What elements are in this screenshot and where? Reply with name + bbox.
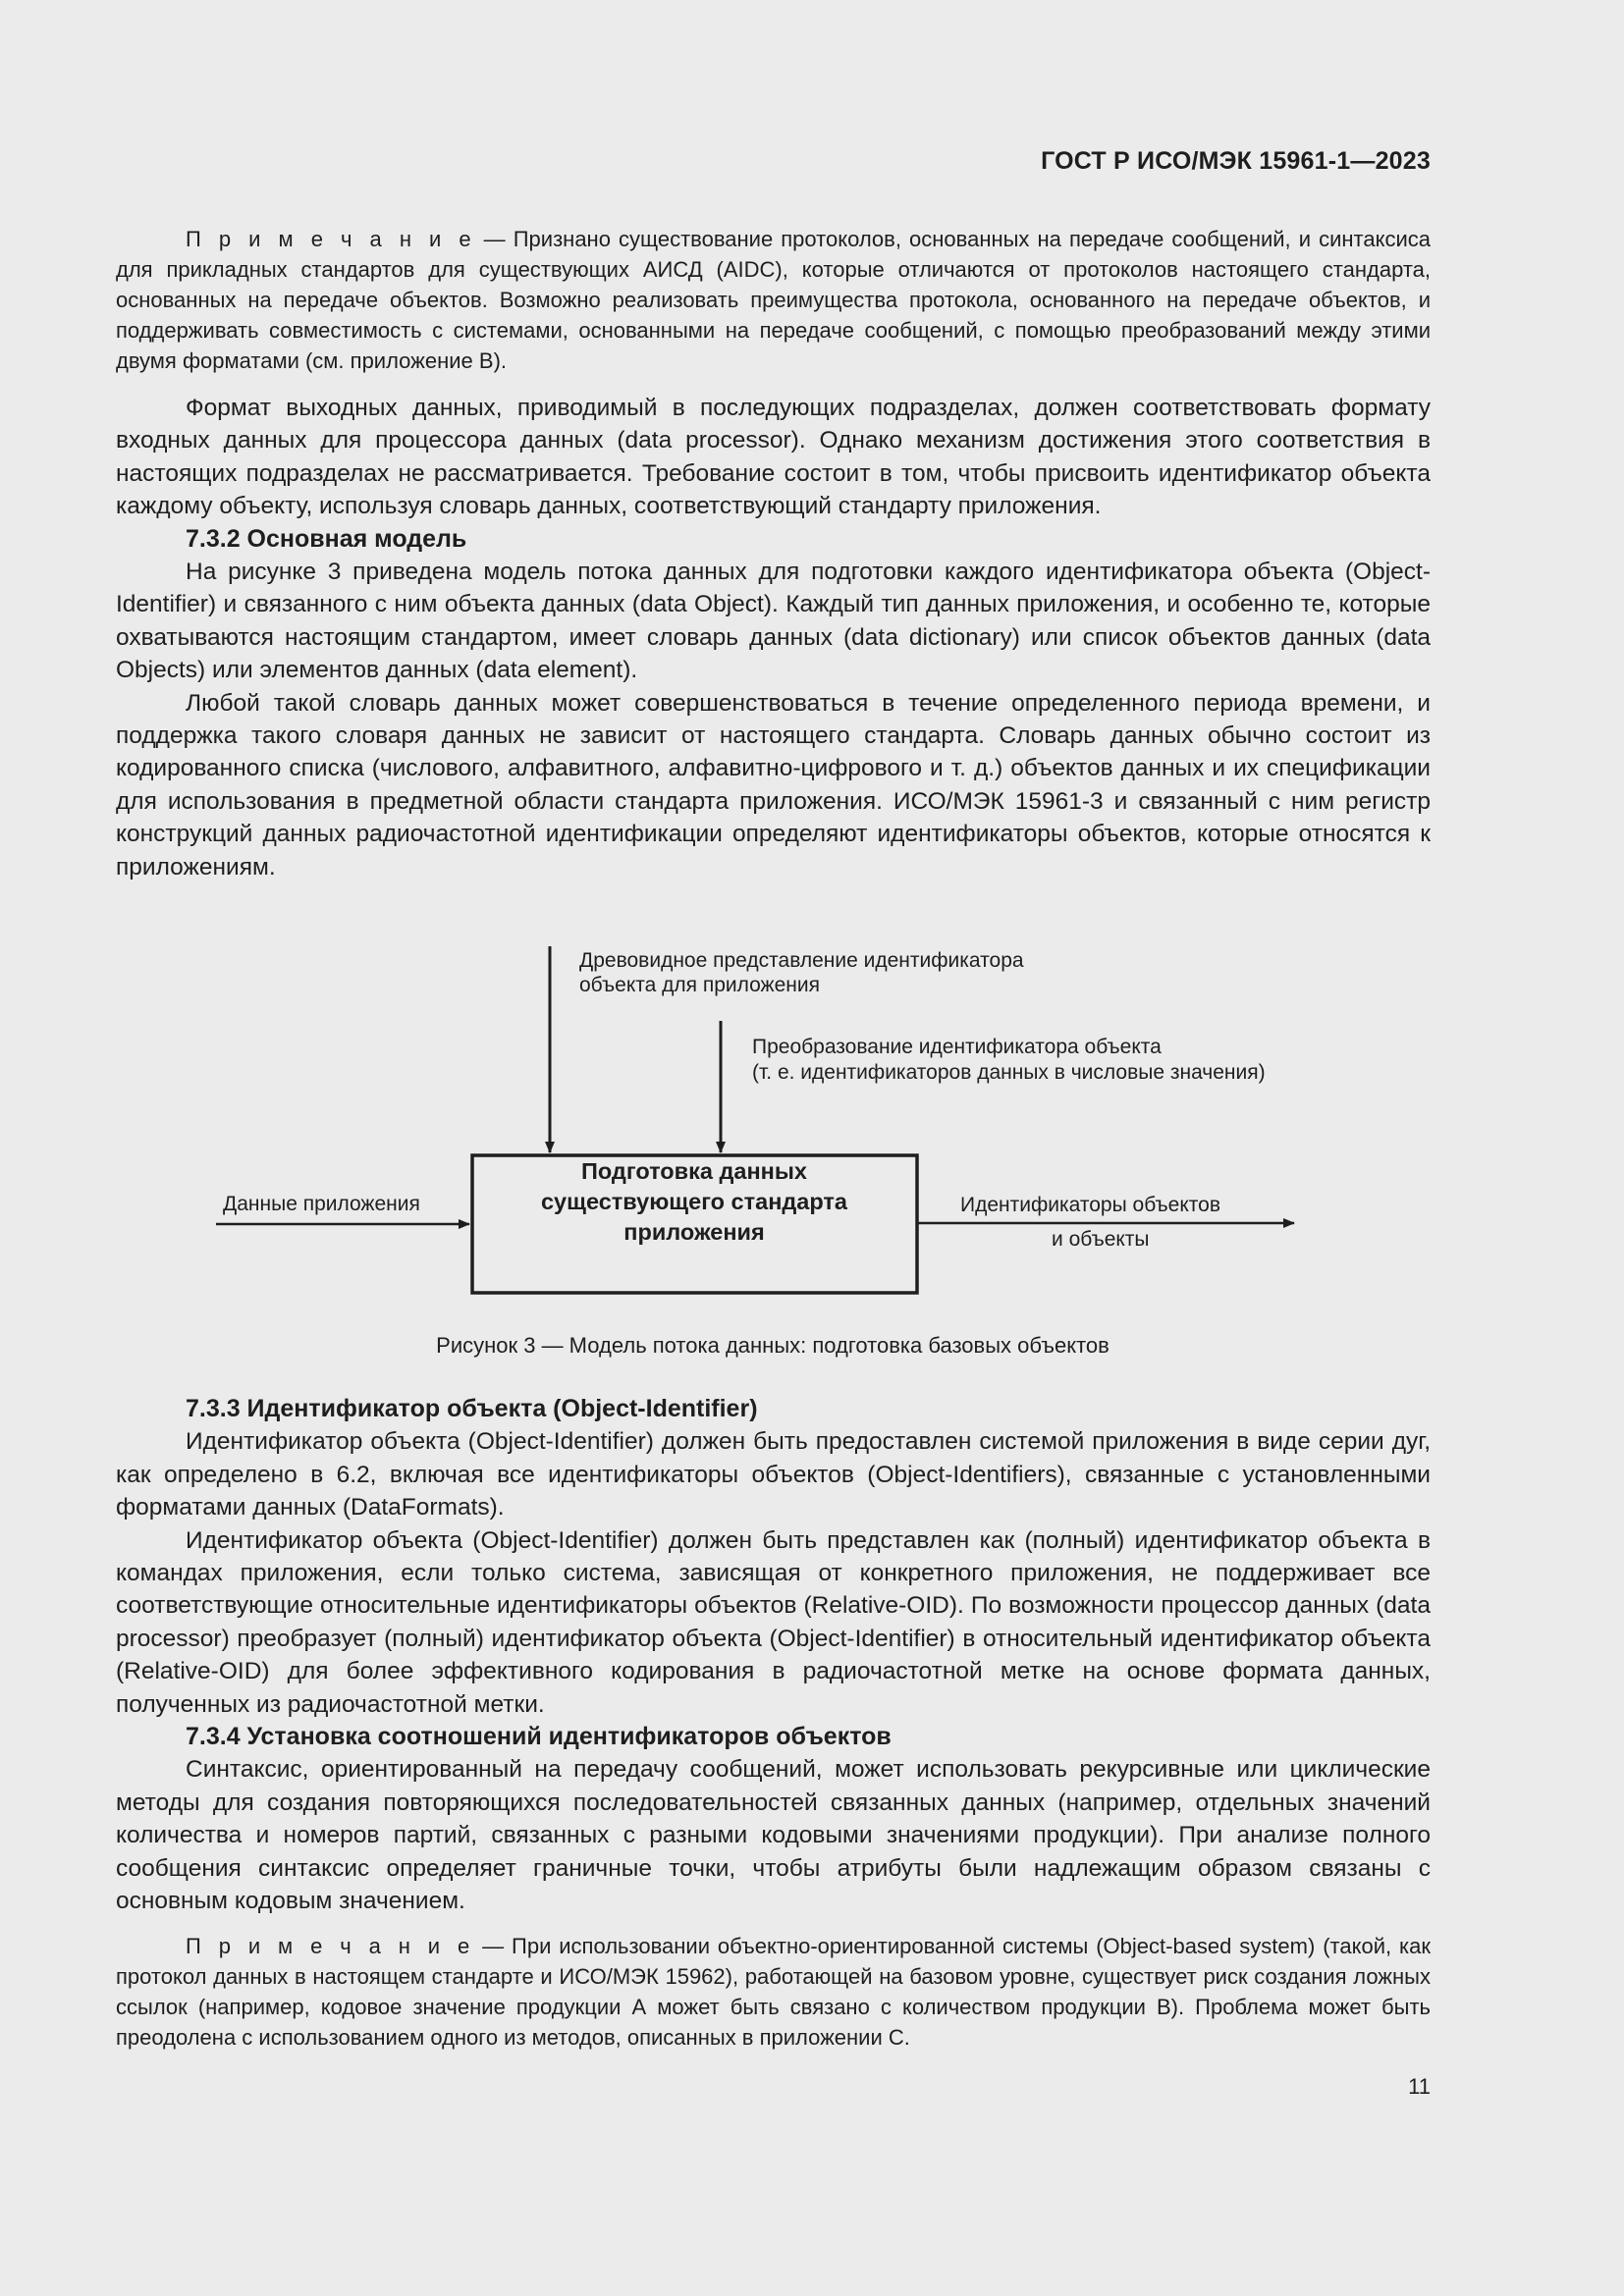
lower-text-block bbox=[116, 1393, 1431, 1918]
section-heading-7-3-2: 7.3.2 Основная модель bbox=[186, 524, 467, 553]
box-line-3: приложения bbox=[623, 1219, 765, 1245]
figure-caption: Рисунок 3 — Модель потока данных: подготовка базовых объектов bbox=[436, 1333, 1110, 1358]
output-label-line-1: Идентификаторы объектов bbox=[960, 1194, 1220, 1216]
diagram-lines bbox=[0, 942, 1624, 1325]
output-label-line-2: и объекты bbox=[1052, 1228, 1150, 1251]
note-label: П р и м е ч а н и е bbox=[186, 1934, 475, 1958]
body-paragraph: Идентификатор объекта (Object-Identifier) должен быть представлен как (полный) идентификатор объекта в командах приложения, если только система, зависящая от конкретного приложения, не поддерживает все соответствующие относительные идентификаторы объектов (Relative-OID). По возможности процессор данных (data processor) преобразует (полный) идентификатор объекта (Object-Identifier) в относительный идентификатор объекта (Relative-OID) для более эффективного кодирования в радиочастотной метке на основе формата данных, полученных из радиочастотной метки. bbox=[116, 1526, 1431, 1718]
note-block-2 bbox=[116, 1931, 1431, 2053]
top-label-line-2: объекта для приложения bbox=[579, 974, 820, 996]
input-label: Данные приложения bbox=[223, 1193, 420, 1215]
process-box-title bbox=[473, 1156, 915, 1248]
body-paragraph: Любой такой словарь данных может совершенствоваться в течение определенного периода времени, и поддержка такого словаря данных не зависит от настоящего стандарта. Словарь данных обычно состоит из кодированного списка (числового, алфавитного, алфавитно-цифрового и т. д.) объектов данных и их спецификации для использования в предметной области стандарта приложения. ИСО/МЭК 15961-3 и связанный с ним регистр конструкций данных радиочастотной идентификации определяют идентификаторы объектов, которые относятся к приложениям. bbox=[116, 689, 1431, 881]
note-paragraph-1 bbox=[116, 224, 1431, 376]
note-text: — Признано существование протоколов, основанных на передаче сообщений, и синтаксиса для прикладных стандартов для существующих АИСД (AIDC), которые отличаются от протоколов настоящего стандарта, основанных на передаче объектов. Возможно реализовать преимущества протокола, основанного на передаче объектов, и поддерживать совместимость с системами, основанными на передаче сообщений, с помощью преобразований между этими двумя форматами (см. приложение В). bbox=[116, 227, 1431, 373]
top-label-line-1: Древовидное представление идентификатора bbox=[579, 949, 1024, 972]
note-paragraph-2 bbox=[116, 1931, 1431, 2053]
note-label: П р и м е ч а н и е bbox=[186, 227, 476, 251]
main-text-block bbox=[116, 392, 1431, 883]
box-line-1: Подготовка данных bbox=[581, 1158, 807, 1184]
section-heading-7-3-4: 7.3.4 Установка соотношений идентификаторов объектов bbox=[186, 1723, 892, 1751]
box-line-2: существующего стандарта bbox=[540, 1189, 848, 1214]
section-heading-7-3-3: 7.3.3 Идентификатор объекта (Object-Identifier) bbox=[186, 1395, 758, 1422]
body-paragraph: Идентификатор объекта (Object-Identifier) должен быть предоставлен системой приложения в виде серии дуг, как определено в 6.2, включая все идентификаторы объектов (Object-Identifiers), связанные с установленными форматами данных (DataFormats). bbox=[116, 1428, 1431, 1522]
body-paragraph: Формат выходных данных, приводимый в последующих подразделах, должен соответствовать формату входных данных для процессора данных (data processor). Однако механизм достижения этого соответствия в настоящих подразделах не рассматривается. Требование состоит в том, чтобы присвоить идентификатор объекта каждому объекту, используя словарь данных, соответствующий стандарту приложения. bbox=[116, 395, 1431, 520]
body-paragraph: На рисунке 3 приведена модель потока данных для подготовки каждого идентификатора объекта (Object-Identifier) и связанного с ним объекта данных (data Object). Каждый тип данных приложения, и особенно те, которые охватываются настоящим стандартом, имеет словарь данных (data dictionary) или список объектов данных (data Objects) или элементов данных (data element). bbox=[116, 559, 1431, 684]
note-text: — При использовании объектно-ориентированной системы (Object-based system) (такой, как протокол данных в настоящем стандарте и ИСО/МЭК 15962), работающей на базовом уровне, существует риск создания ложных ссылок (например, кодовое значение продукции А может быть связано с количеством продукции В). Проблема может быть преодолена с использованием одного из методов, описанных в приложении С. bbox=[116, 1934, 1431, 2050]
mid-label-line-1: Преобразование идентификатора объекта bbox=[752, 1036, 1162, 1058]
page-number: 11 bbox=[1408, 2074, 1431, 2099]
figure-3-diagram bbox=[0, 942, 1624, 1325]
body-paragraph: Синтаксис, ориентированный на передачу сообщений, может использовать рекурсивные или циклические методы для создания повторяющихся последовательностей связанных данных (например, отдельных значений количества и номеров партий, связанных с разными кодовыми значениями продукции). При анализе полного сообщения синтаксис определяет граничные точки, чтобы атрибуты были надлежащим образом связаны с основным кодовым значением. bbox=[116, 1756, 1431, 1915]
document-id-header: ГОСТ Р ИСО/МЭК 15961-1—2023 bbox=[1041, 147, 1431, 175]
mid-label-line-2: (т. е. идентификаторов данных в числовые значения) bbox=[752, 1061, 1266, 1084]
note-block-1 bbox=[116, 224, 1431, 376]
